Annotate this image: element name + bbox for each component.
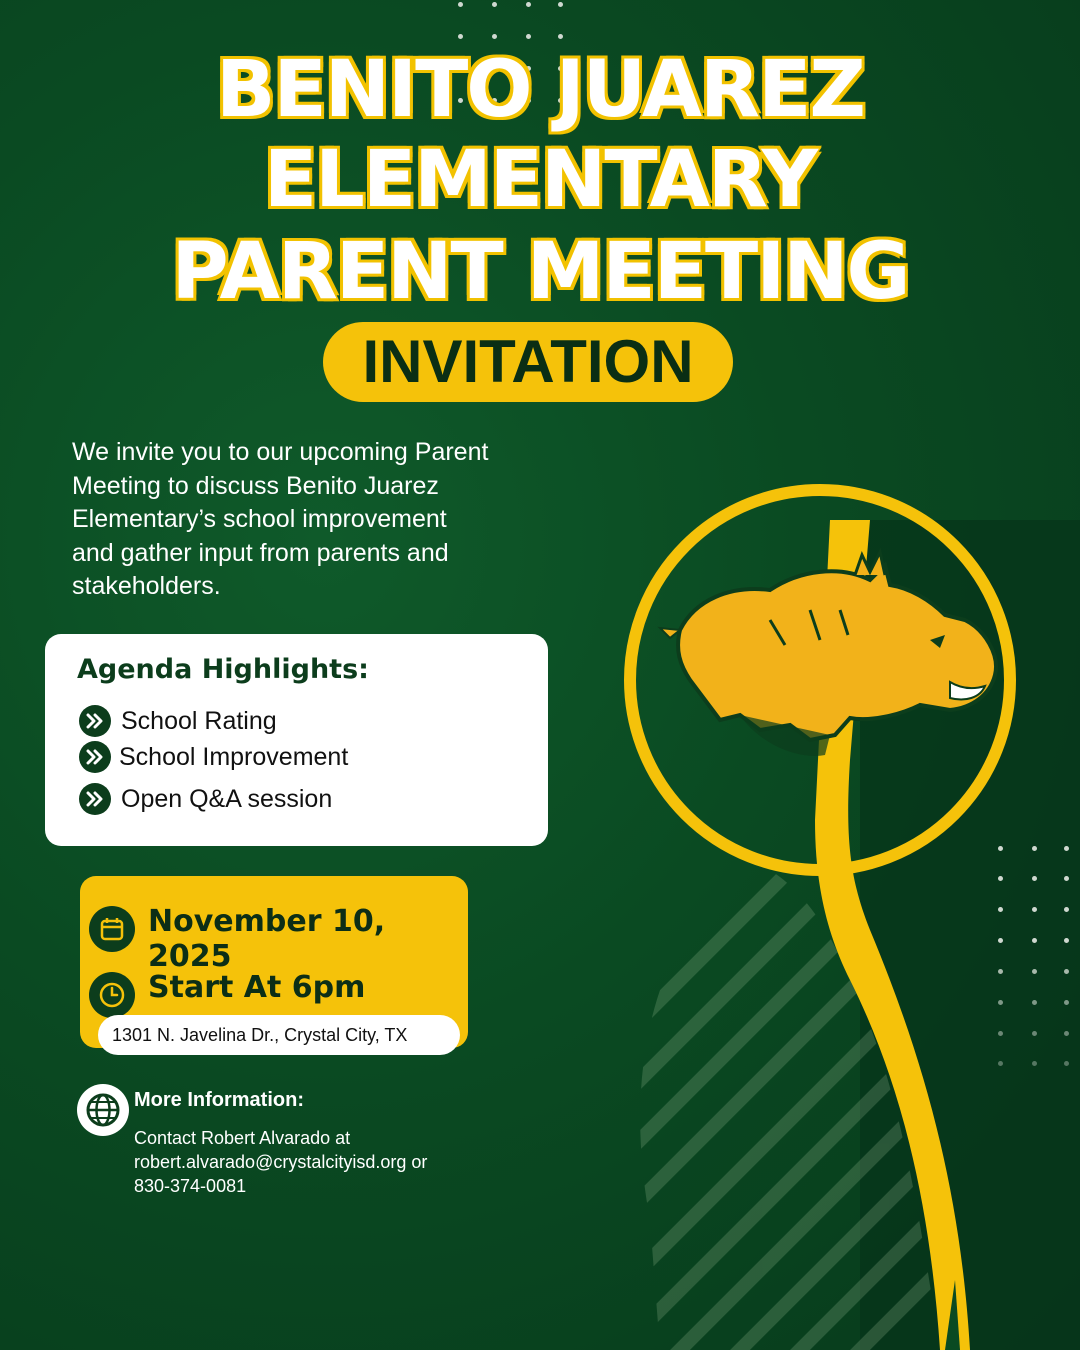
double-chevron-right-icon (79, 741, 111, 773)
double-chevron-right-icon (79, 783, 111, 815)
event-address: 1301 N. Javelina Dr., Crystal City, TX (98, 1015, 460, 1055)
event-time: Start At 6pm (148, 970, 366, 1005)
clock-icon (89, 972, 135, 1018)
title-line-2: ELEMENTARY (263, 135, 817, 225)
boar-mascot (660, 552, 996, 756)
agenda-item-qa-session (79, 782, 332, 816)
mascot-graphic (600, 460, 1080, 1350)
globe-icon (77, 1084, 129, 1136)
event-date: November 10, 2025 (148, 904, 386, 974)
contact-info (134, 1126, 494, 1198)
title-line-1: BENITO JUAREZ (216, 45, 864, 135)
contact-email: robert.alvarado@crystalcityisd.org or (134, 1152, 428, 1172)
intro-paragraph: We invite you to our upcoming Parent Meeting to discuss Benito Juarez Elementary’s school improvement and gather input from parents and stakeholders. (72, 438, 489, 600)
agenda-heading: Agenda Highlights: (77, 654, 369, 685)
agenda-item-label: School Rating (121, 706, 277, 735)
more-info-heading: More Information: (134, 1089, 304, 1111)
calendar-icon (89, 906, 135, 952)
double-chevron-right-icon (79, 705, 111, 737)
agenda-item-label: Open Q&A session (121, 784, 333, 813)
title-line-3: PARENT MEETING (171, 227, 909, 317)
contact-line-1: Contact Robert Alvarado at (134, 1128, 351, 1148)
contact-phone: 830-374-0081 (134, 1176, 247, 1196)
agenda-item-school-improvement (79, 740, 348, 774)
agenda-card (45, 634, 548, 846)
agenda-item-label: School Improvement (119, 742, 349, 771)
invitation-badge: INVITATION (323, 322, 733, 402)
agenda-item-school-rating (79, 704, 277, 738)
